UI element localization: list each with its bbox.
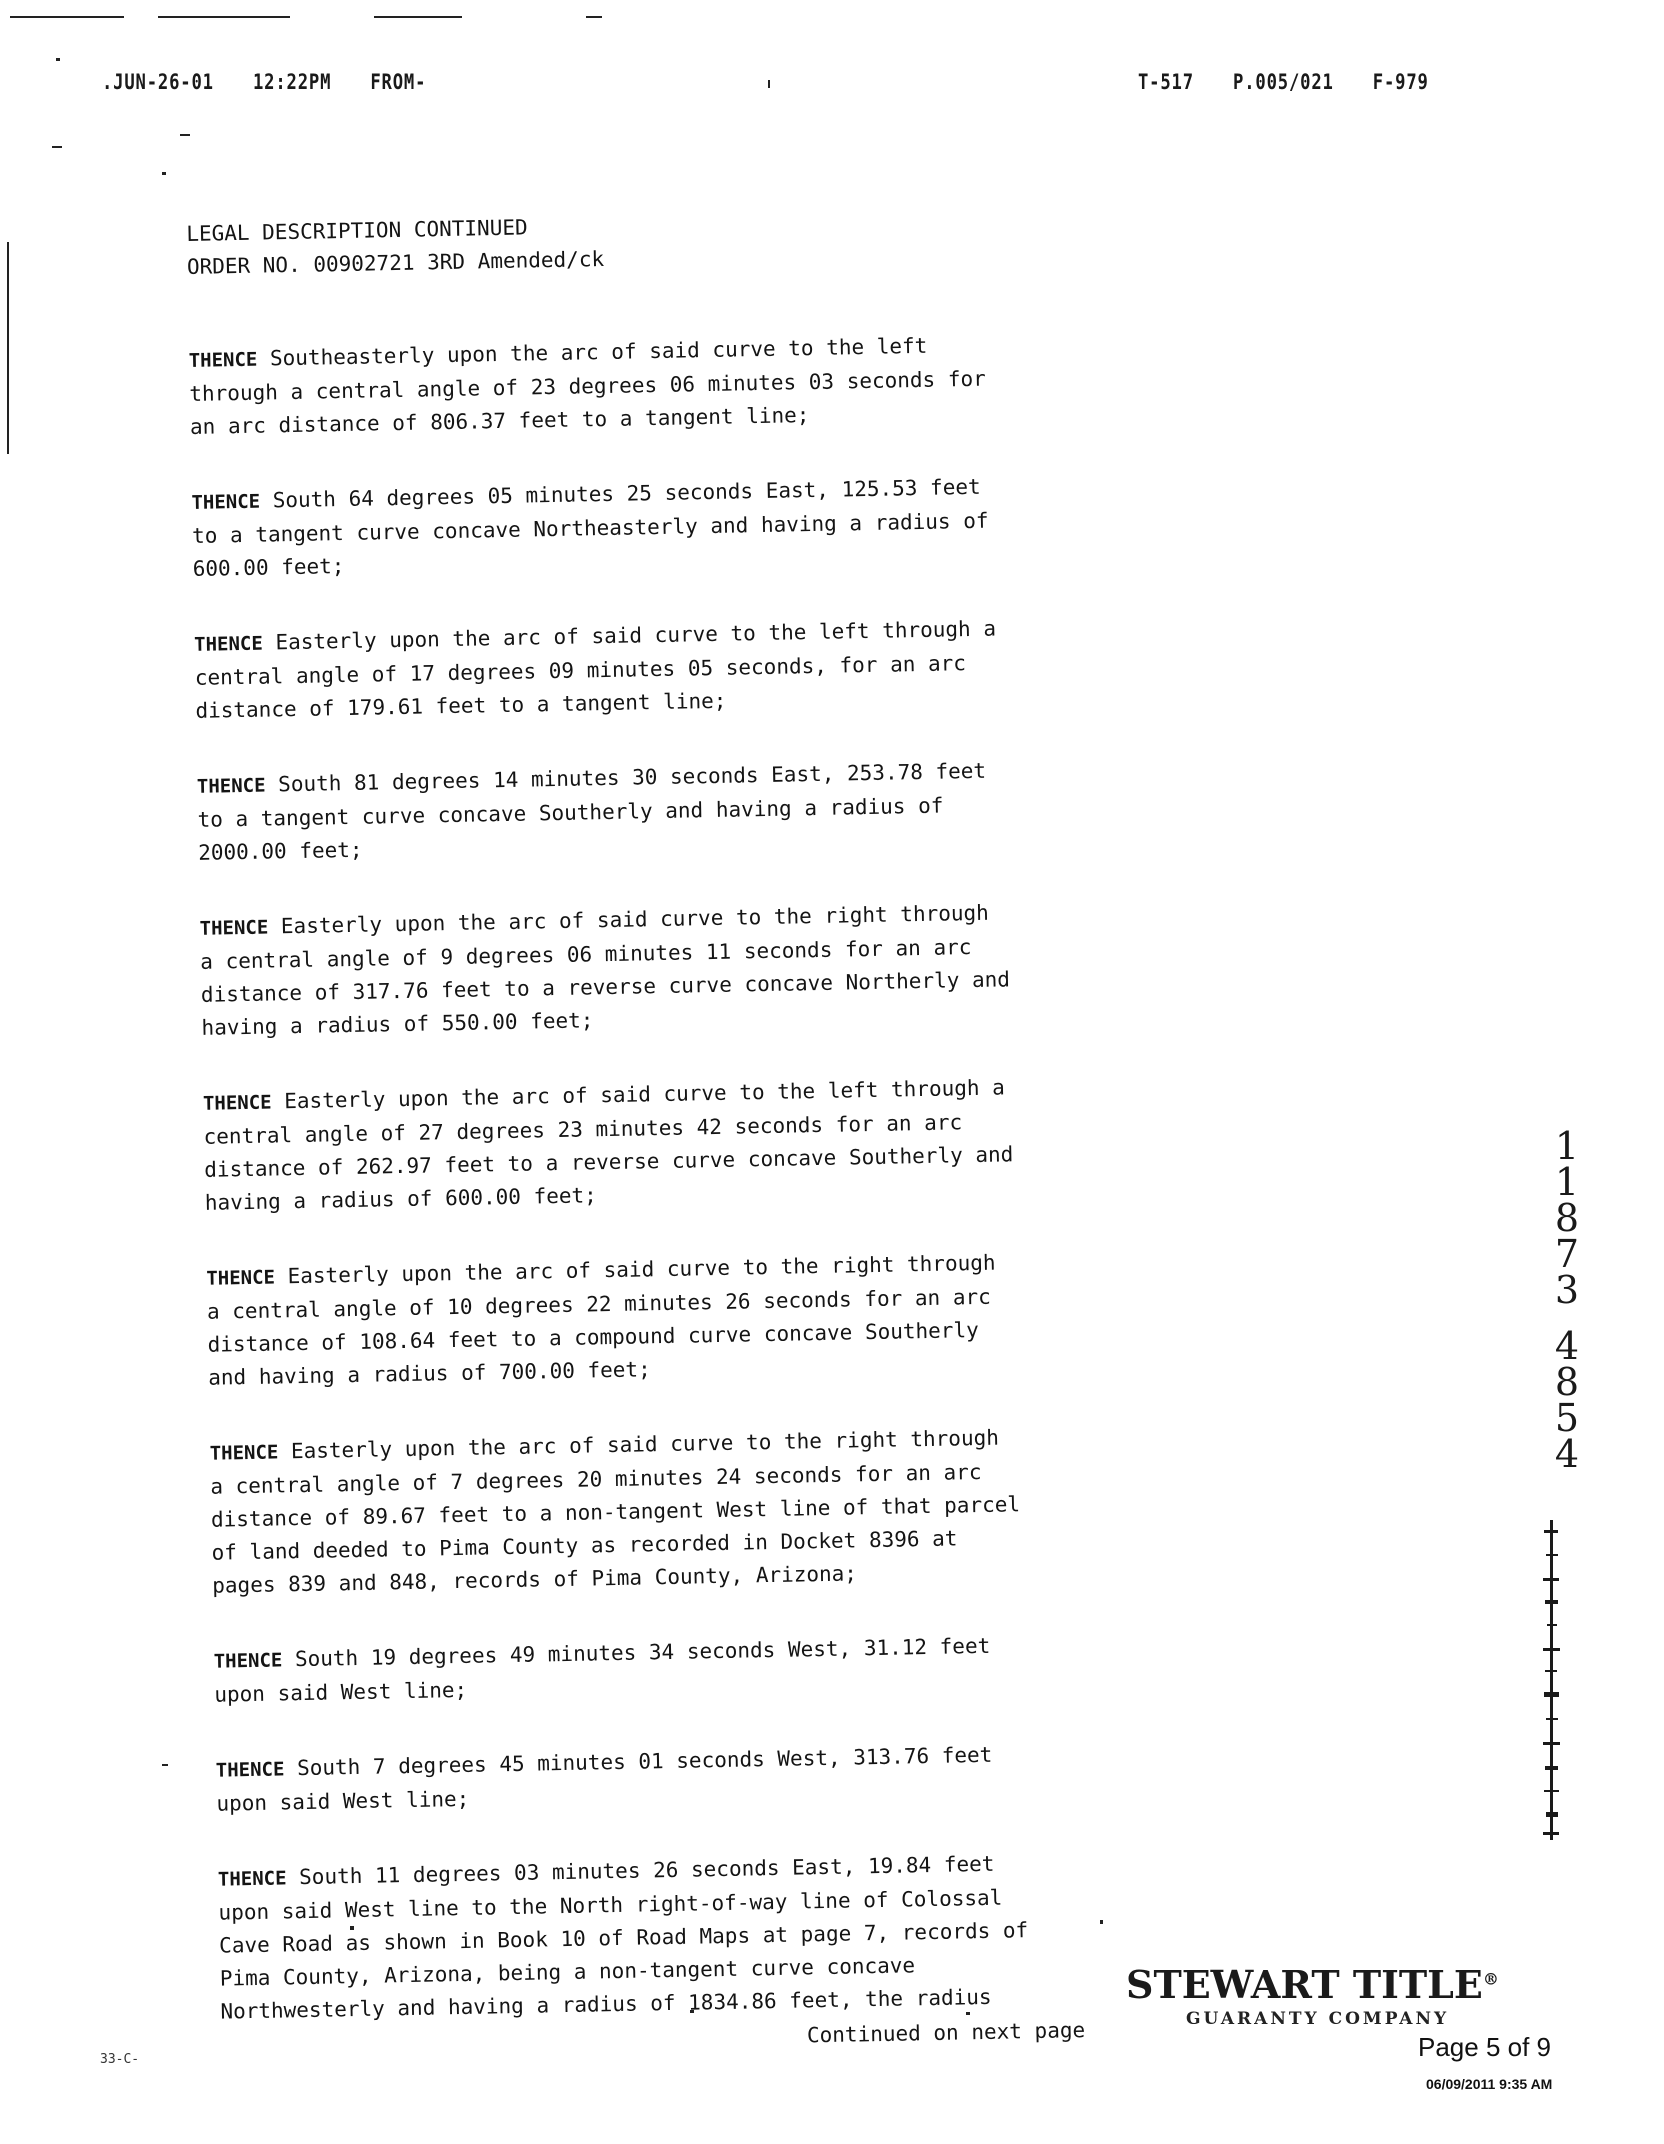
paragraph-text: South 81 degrees 14 minutes 30 seconds East, 253.78 feet to a tangent curve concave Southerly and having a radius of 2000.00 feet; — [197, 758, 987, 865]
paragraph-lead: THENCE — [215, 1758, 285, 1782]
continued-note: Continued on next page — [806, 2018, 1086, 2048]
logo-name: STEWART TITLE — [1126, 1962, 1483, 2007]
scan-mark-line — [374, 16, 462, 18]
paragraph-text: South 64 degrees 05 minutes 25 seconds East, 125.53 feet to a tangent curve concave Northeasterly and having a radius of 600.00 feet; — [191, 474, 989, 581]
recording-digit: 1 — [1554, 1124, 1580, 1168]
course-paragraph — [191, 468, 1153, 586]
paragraph-text: Easterly upon the arc of said curve to the right through a central angle of 9 degrees 06 minutes 11 seconds for an arc distance of 317.76 feet to a reverse curve concave Northerly and having a radius of 550.00 feet; — [200, 900, 1011, 1040]
course-paragraph — [209, 1418, 1172, 1602]
course-paragraph — [218, 1844, 1181, 2028]
fax-from: FROM- — [370, 70, 427, 94]
course-paragraph — [194, 609, 1156, 727]
scan-mark-line — [10, 16, 124, 18]
paragraph-text: Easterly upon the arc of said curve to the right through a central angle of 7 degrees 20 minutes 24 seconds for an arc distance of 89.67 feet to a non-tangent West line of that parcel of land deeded to Pima County as recorded in Docket 8396 at pages 839 and 848, records of Pima County, Arizona; — [210, 1425, 1021, 1598]
course-paragraph — [213, 1626, 1174, 1711]
paragraph-lead: THENCE — [196, 774, 266, 798]
logo-wordmark — [1126, 1962, 1526, 2007]
scan-mark-line — [158, 16, 290, 18]
heading-title: LEGAL DESCRIPTION CONTINUED — [186, 215, 528, 246]
paragraph-lead: THENCE — [202, 1091, 272, 1115]
paragraph-text: Easterly upon the arc of said curve to the left through a central angle of 17 degrees 09 minutes 05 seconds, for an arc distance of 179.61 feet to a tangent line; — [194, 616, 997, 723]
course-paragraph — [197, 751, 1159, 869]
print-timestamp: 06/09/2011 9:35 AM — [1426, 2076, 1553, 2092]
paragraph-lead: THENCE — [217, 1867, 287, 1891]
course-paragraph — [215, 1735, 1176, 1820]
recording-digit: 8 — [1554, 1196, 1580, 1240]
scan-mark-line — [586, 16, 602, 18]
page-indicator: Page 5 of 9 — [1418, 2032, 1551, 2062]
scan-speck — [180, 134, 190, 136]
paragraph-text: Easterly upon the arc of said curve to the right through a central angle of 10 degrees 22 minutes 26 seconds for an arc distance of 108.64 feet to a compound curve concave Southerly and having a radius of 700.00 feet; — [206, 1250, 996, 1390]
logo-subtitle: GUARANTY COMPANY — [1186, 2009, 1450, 2029]
logo-registered-mark: ® — [1482, 1969, 1499, 1989]
paragraph-text: Southeasterly upon the arc of said curve to the left through a central angle of 23 degrees 06 minutes 03 seconds for an arc distance of 806.37 feet to a tangent line; — [189, 333, 986, 439]
fax-time: 12:22PM — [252, 70, 332, 94]
course-paragraph — [188, 326, 1150, 444]
recording-digit: 4 — [1554, 1324, 1580, 1368]
scan-speck — [162, 1764, 168, 1766]
course-paragraph — [199, 893, 1161, 1044]
recording-digit: 5 — [1554, 1396, 1580, 1440]
fax-date: .JUN-26-01 — [102, 70, 214, 94]
paragraph-lead: THENCE — [206, 1266, 276, 1290]
paragraph-lead: THENCE — [188, 348, 258, 372]
fax-transmission: T-517 — [1138, 70, 1194, 94]
recording-number — [1552, 1124, 1582, 1476]
paragraph-lead: THENCE — [209, 1441, 279, 1465]
recording-digit: 4 — [1554, 1432, 1580, 1476]
paragraph-text: Easterly upon the arc of said curve to the left through a central angle of 27 degrees 23 minutes 42 seconds for an arc distance of 262.97 feet to a reverse curve concave Southerly and having a radius of 600.00 feet; — [203, 1075, 1014, 1215]
paragraph-lead: THENCE — [193, 632, 264, 656]
paragraph-lead: THENCE — [199, 916, 269, 940]
barcode-icon — [1540, 1520, 1562, 1840]
fax-header-left — [102, 70, 454, 94]
course-paragraph — [206, 1243, 1168, 1394]
corner-mark: 33-C- — [100, 2052, 140, 2067]
paragraph-lead: THENCE — [213, 1649, 283, 1673]
scan-speck — [56, 58, 60, 61]
paragraph-text: South 7 degrees 45 minutes 01 seconds West, 313.76 feet upon said West line; — [216, 1742, 993, 1816]
recording-digit: 3 — [1554, 1268, 1580, 1312]
paragraph-list — [188, 325, 1220, 2029]
fax-id: F-979 — [1372, 70, 1429, 94]
fax-header-right — [1138, 70, 1457, 94]
scan-edge-bar — [7, 242, 9, 454]
scan-speck — [52, 146, 62, 148]
paragraph-lead: THENCE — [191, 490, 261, 514]
scan-speck — [768, 80, 770, 88]
fax-page: P.005/021 — [1233, 70, 1334, 94]
stewart-title-logo — [1126, 1962, 1526, 2029]
legal-description — [186, 199, 1221, 2064]
recording-digit: 7 — [1554, 1232, 1580, 1276]
scan-speck — [162, 172, 166, 175]
paragraph-text: South 19 degrees 49 minutes 34 seconds West, 31.12 feet upon said West line; — [214, 1633, 991, 1707]
recording-digit: 1 — [1554, 1160, 1580, 1204]
order-number: ORDER NO. 00902721 3RD Amended/ck — [186, 246, 605, 279]
recording-digit: 8 — [1554, 1360, 1580, 1404]
paragraph-text: South 11 degrees 03 minutes 26 seconds East, 19.84 feet upon said West line to the North right-of-way line of Colossal Cave Road as shown in Book 10 of Road Maps at page 7, records of Pima County, Arizona, being a non-tangent curve concave Northwesterly and having a radius of 1834.86 feet, the radius — [218, 1851, 1029, 2024]
course-paragraph — [203, 1068, 1165, 1219]
document-heading — [186, 199, 1187, 284]
